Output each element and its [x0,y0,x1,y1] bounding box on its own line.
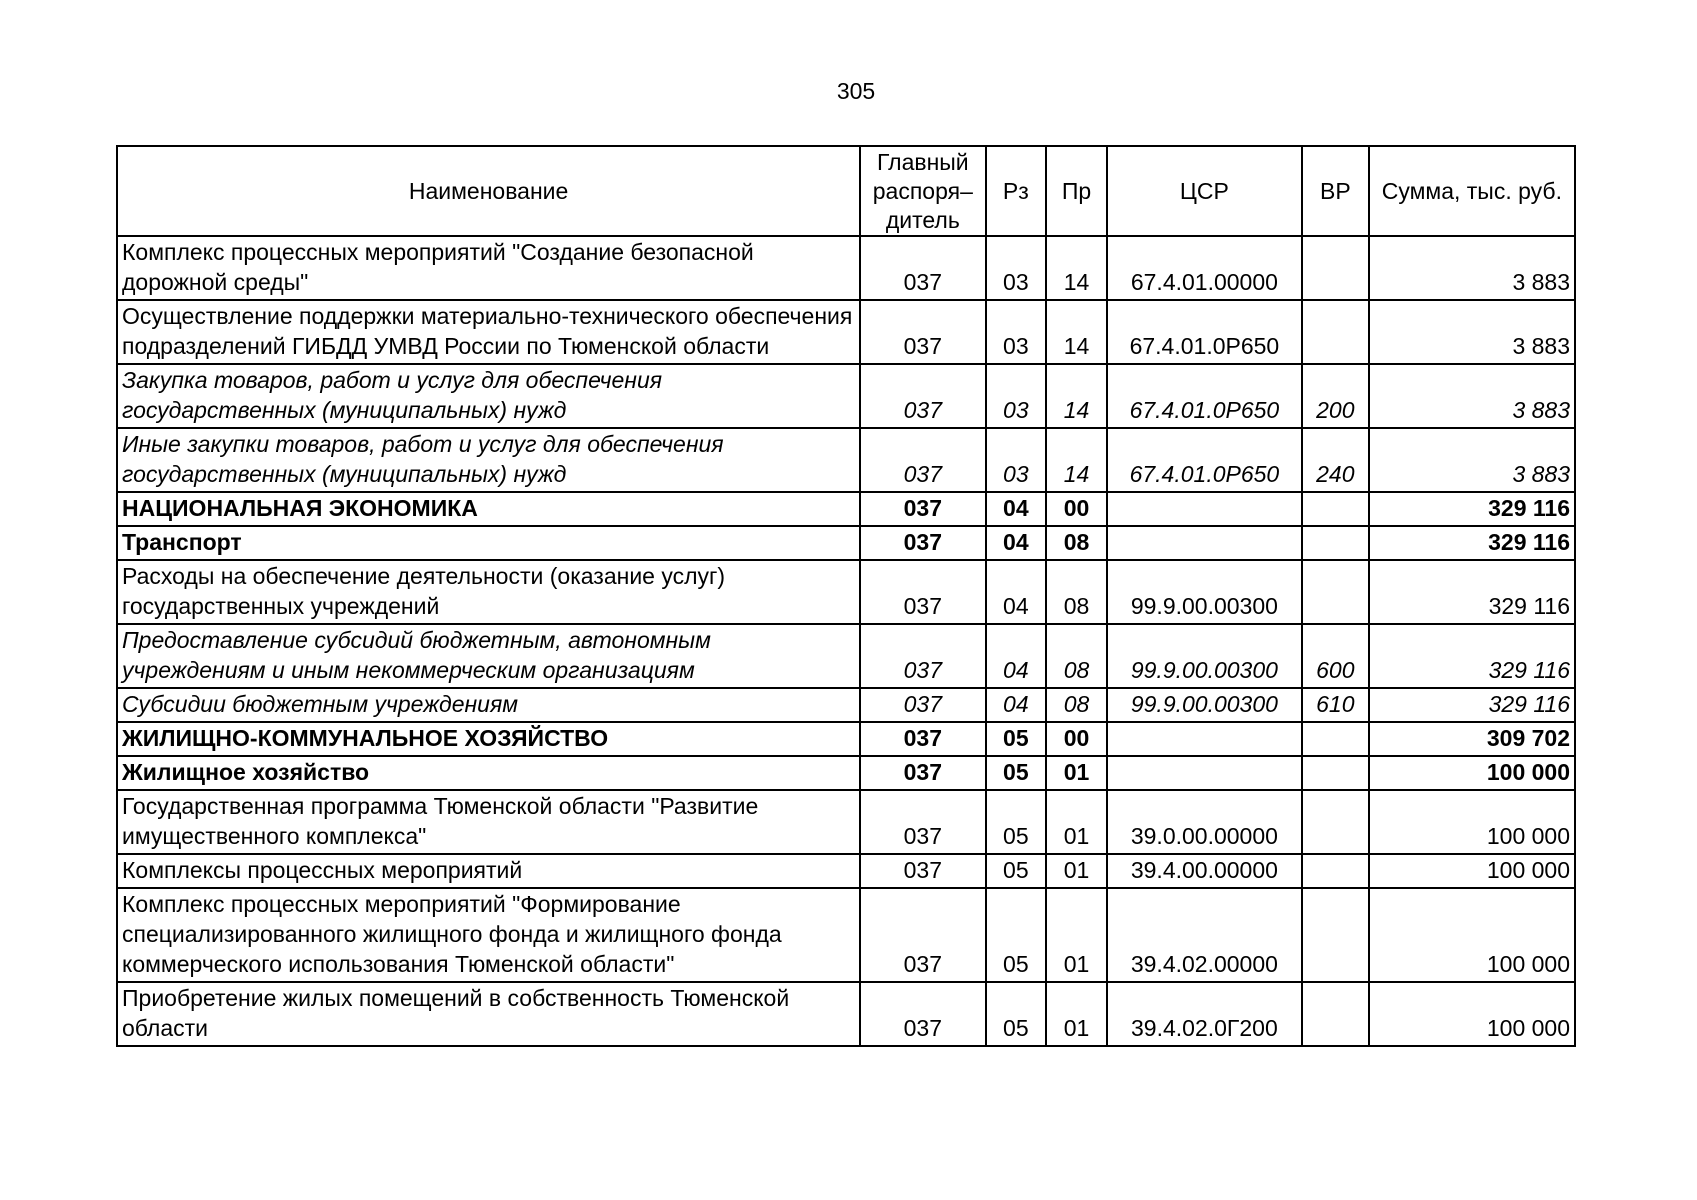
table-row [117,624,1575,688]
table-row [117,560,1575,624]
row-expense-type [1302,492,1369,526]
row-sum: 3 883 [1369,364,1575,428]
row-sum: 309 702 [1369,722,1575,756]
row-name: ЖИЛИЩНО-КОММУНАЛЬНОЕ ХОЗЯЙСТВО [117,722,860,756]
row-expense-type: 200 [1302,364,1369,428]
row-target-item: 39.4.00.00000 [1107,854,1302,888]
row-sum: 100 000 [1369,756,1575,790]
row-chief-manager: 037 [860,888,985,982]
table-row [117,526,1575,560]
table-header-row [117,146,1575,236]
row-section: 03 [986,300,1047,364]
row-section: 05 [986,888,1047,982]
row-subsection: 01 [1046,982,1107,1046]
row-subsection: 14 [1046,364,1107,428]
row-target-item: 39.4.02.0Г200 [1107,982,1302,1046]
row-section: 04 [986,560,1047,624]
row-sum: 3 883 [1369,236,1575,300]
row-chief-manager: 037 [860,756,985,790]
table-row [117,364,1575,428]
row-expense-type [1302,560,1369,624]
table-row [117,854,1575,888]
row-target-item: 67.4.01.0Р650 [1107,364,1302,428]
row-subsection: 14 [1046,236,1107,300]
row-target-item: 67.4.01.0Р650 [1107,428,1302,492]
row-section: 03 [986,364,1047,428]
row-section: 04 [986,526,1047,560]
row-subsection: 00 [1046,722,1107,756]
row-section: 04 [986,492,1047,526]
row-chief-manager: 037 [860,526,985,560]
table-row [117,790,1575,854]
row-expense-type [1302,526,1369,560]
header-subsection: Пр [1046,146,1107,236]
row-sum: 329 116 [1369,560,1575,624]
budget-table [116,145,1576,1047]
table-row [117,236,1575,300]
table-row [117,888,1575,982]
row-chief-manager: 037 [860,624,985,688]
row-expense-type [1302,888,1369,982]
row-subsection: 08 [1046,560,1107,624]
row-target-item [1107,756,1302,790]
row-target-item: 67.4.01.0Р650 [1107,300,1302,364]
row-section: 05 [986,722,1047,756]
row-section: 05 [986,854,1047,888]
row-expense-type [1302,236,1369,300]
header-sum: Сумма, тыс. руб. [1369,146,1575,236]
row-name: Предоставление субсидий бюджетным, автономным учреждениям и иным некоммерческим организациям [117,624,860,688]
row-sum: 329 116 [1369,492,1575,526]
header-section: Рз [986,146,1047,236]
row-subsection: 00 [1046,492,1107,526]
row-sum: 100 000 [1369,854,1575,888]
row-chief-manager: 037 [860,560,985,624]
row-target-item: 99.9.00.00300 [1107,560,1302,624]
table-row [117,492,1575,526]
row-sum: 3 883 [1369,300,1575,364]
row-expense-type [1302,982,1369,1046]
row-target-item: 39.0.00.00000 [1107,790,1302,854]
row-chief-manager: 037 [860,236,985,300]
row-name: Закупка товаров, работ и услуг для обеспечения государственных (муниципальных) нужд [117,364,860,428]
row-sum: 329 116 [1369,624,1575,688]
row-name: Государственная программа Тюменской области "Развитие имущественного комплекса" [117,790,860,854]
row-section: 05 [986,756,1047,790]
row-sum: 329 116 [1369,688,1575,722]
row-expense-type: 240 [1302,428,1369,492]
table-row [117,300,1575,364]
header-target-item: ЦСР [1107,146,1302,236]
row-name: Комплексы процессных мероприятий [117,854,860,888]
row-name: Жилищное хозяйство [117,756,860,790]
row-chief-manager: 037 [860,688,985,722]
row-expense-type [1302,300,1369,364]
row-chief-manager: 037 [860,790,985,854]
row-name: Комплекс процессных мероприятий "Формирование специализированного жилищного фонда и жилищного фонда коммерческого использования Тюменской области" [117,888,860,982]
row-section: 05 [986,982,1047,1046]
row-sum: 3 883 [1369,428,1575,492]
row-section: 03 [986,236,1047,300]
row-chief-manager: 037 [860,722,985,756]
table-row [117,722,1575,756]
row-subsection: 14 [1046,300,1107,364]
page-number: 305 [836,78,876,104]
row-chief-manager: 037 [860,492,985,526]
row-expense-type: 600 [1302,624,1369,688]
row-section: 04 [986,688,1047,722]
row-name: НАЦИОНАЛЬНАЯ ЭКОНОМИКА [117,492,860,526]
row-name: Приобретение жилых помещений в собственность Тюменской области [117,982,860,1046]
row-target-item [1107,526,1302,560]
row-name: Субсидии бюджетным учреждениям [117,688,860,722]
row-name: Иные закупки товаров, работ и услуг для обеспечения государственных (муниципальных) нужд [117,428,860,492]
header-expense-type: ВР [1302,146,1369,236]
row-sum: 100 000 [1369,982,1575,1046]
row-section: 04 [986,624,1047,688]
row-target-item: 39.4.02.00000 [1107,888,1302,982]
row-target-item [1107,722,1302,756]
row-expense-type [1302,756,1369,790]
row-target-item: 67.4.01.00000 [1107,236,1302,300]
row-section: 05 [986,790,1047,854]
row-name: Осуществление поддержки материально-технического обеспечения подразделений ГИБДД УМВД России по Тюменской области [117,300,860,364]
row-subsection: 01 [1046,756,1107,790]
row-expense-type [1302,854,1369,888]
row-name: Расходы на обеспечение деятельности (оказание услуг) государственных учреждений [117,560,860,624]
row-chief-manager: 037 [860,300,985,364]
row-expense-type: 610 [1302,688,1369,722]
row-sum: 100 000 [1369,888,1575,982]
row-subsection: 08 [1046,526,1107,560]
header-chief-manager: Главный распоря– дитель [860,146,985,236]
row-subsection: 01 [1046,888,1107,982]
table-row [117,428,1575,492]
row-chief-manager: 037 [860,364,985,428]
row-section: 03 [986,428,1047,492]
header-name: Наименование [117,146,860,236]
row-name: Комплекс процессных мероприятий "Создание безопасной дорожной среды" [117,236,860,300]
row-target-item: 99.9.00.00300 [1107,624,1302,688]
row-target-item: 99.9.00.00300 [1107,688,1302,722]
row-subsection: 01 [1046,854,1107,888]
row-subsection: 14 [1046,428,1107,492]
row-chief-manager: 037 [860,428,985,492]
row-expense-type [1302,722,1369,756]
row-chief-manager: 037 [860,982,985,1046]
table-row [117,688,1575,722]
row-subsection: 08 [1046,624,1107,688]
row-name: Транспорт [117,526,860,560]
row-chief-manager: 037 [860,854,985,888]
row-subsection: 08 [1046,688,1107,722]
table-row [117,756,1575,790]
table-row [117,982,1575,1046]
row-sum: 100 000 [1369,790,1575,854]
row-target-item [1107,492,1302,526]
row-sum: 329 116 [1369,526,1575,560]
row-subsection: 01 [1046,790,1107,854]
row-expense-type [1302,790,1369,854]
